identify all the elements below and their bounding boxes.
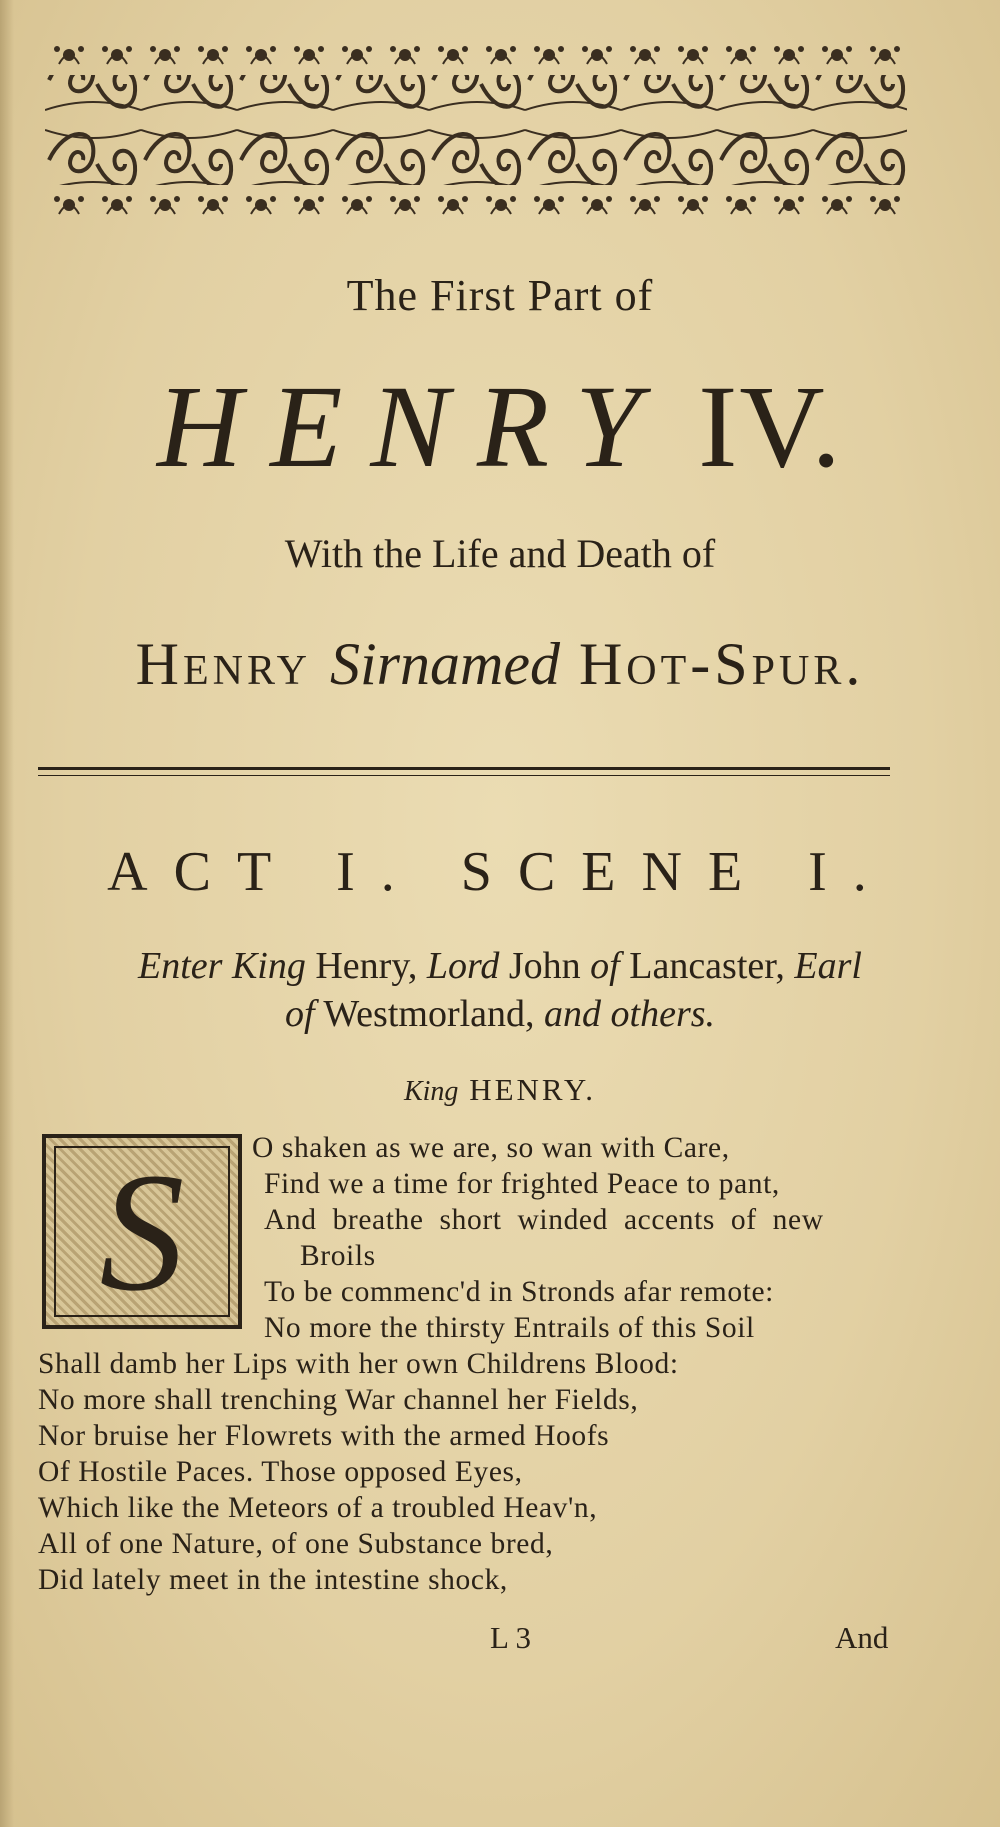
sd-lord: Lord (426, 945, 500, 987)
stage-direction-line-2 (0, 990, 1000, 1038)
headpiece-ornament (45, 40, 907, 220)
act-scene-heading: ACT I. SCENE I. (107, 841, 893, 903)
verse-line: Which like the Meteors of a troubled Heav'n, (38, 1492, 598, 1524)
verse-line: No more shall trenching War channel her Fields, (38, 1384, 639, 1416)
verse-line: Shall damb her Lips with her own Childrens Blood: (38, 1348, 679, 1380)
verse-line: Broils (300, 1240, 376, 1272)
stage-direction-line-1 (0, 942, 1000, 990)
verse-line: And breathe short winded accents of new (264, 1204, 824, 1236)
verse-line: Nor bruise her Flowrets with the armed Hoofs (38, 1420, 610, 1452)
verse-line: All of one Nature, of one Substance bred, (38, 1528, 554, 1560)
title-first-part: The First Part of (346, 271, 654, 320)
sd-earl: Earl (794, 945, 862, 987)
stage-direction (0, 942, 1000, 1038)
hotspur-epithet: Hot-Spur. (578, 631, 865, 697)
sd-of-2: of (284, 993, 315, 1035)
sd-lancaster: Lancaster, (629, 945, 785, 987)
decorated-drop-cap (42, 1134, 242, 1329)
verse-line: No more the thirsty Entrails of this Soil (264, 1312, 755, 1344)
speaker-title: King (403, 1076, 459, 1107)
title-rule-divider (38, 767, 890, 776)
verse-line: O shaken as we are, so wan with Care, (252, 1132, 730, 1164)
catchword: And (835, 1620, 889, 1655)
title-henry-iv (0, 361, 1000, 492)
hotspur-sirnamed: Sirnamed (329, 631, 560, 697)
verse-line: Did lately meet in the intestine shock, (38, 1564, 508, 1596)
title-hotspur (0, 630, 1000, 699)
speaker-heading (0, 1072, 1000, 1108)
verse-line: Find we a time for frighted Peace to pant, (264, 1168, 780, 1200)
drop-cap-letter: S (54, 1146, 230, 1317)
title-henry-name: HENRY (157, 361, 669, 492)
verse-line: To be commenc'd in Stronds afar remote: (264, 1276, 774, 1308)
speaker-name: HENRY. (469, 1072, 597, 1107)
sd-henry: Henry, (315, 945, 418, 987)
title-regnal-number: IV. (698, 361, 843, 492)
verse-line: Of Hostile Paces. Those opposed Eyes, (38, 1456, 523, 1488)
sd-of: of (590, 945, 620, 987)
signature-mark: L 3 (490, 1620, 532, 1655)
sd-enter: Enter King (138, 945, 306, 987)
sd-westmorland: Westmorland, (323, 993, 535, 1035)
title-with-life: With the Life and Death of (284, 531, 716, 576)
sd-john: John (508, 945, 581, 987)
sd-and-others: and others. (544, 993, 716, 1035)
hotspur-name: Henry (135, 631, 311, 697)
